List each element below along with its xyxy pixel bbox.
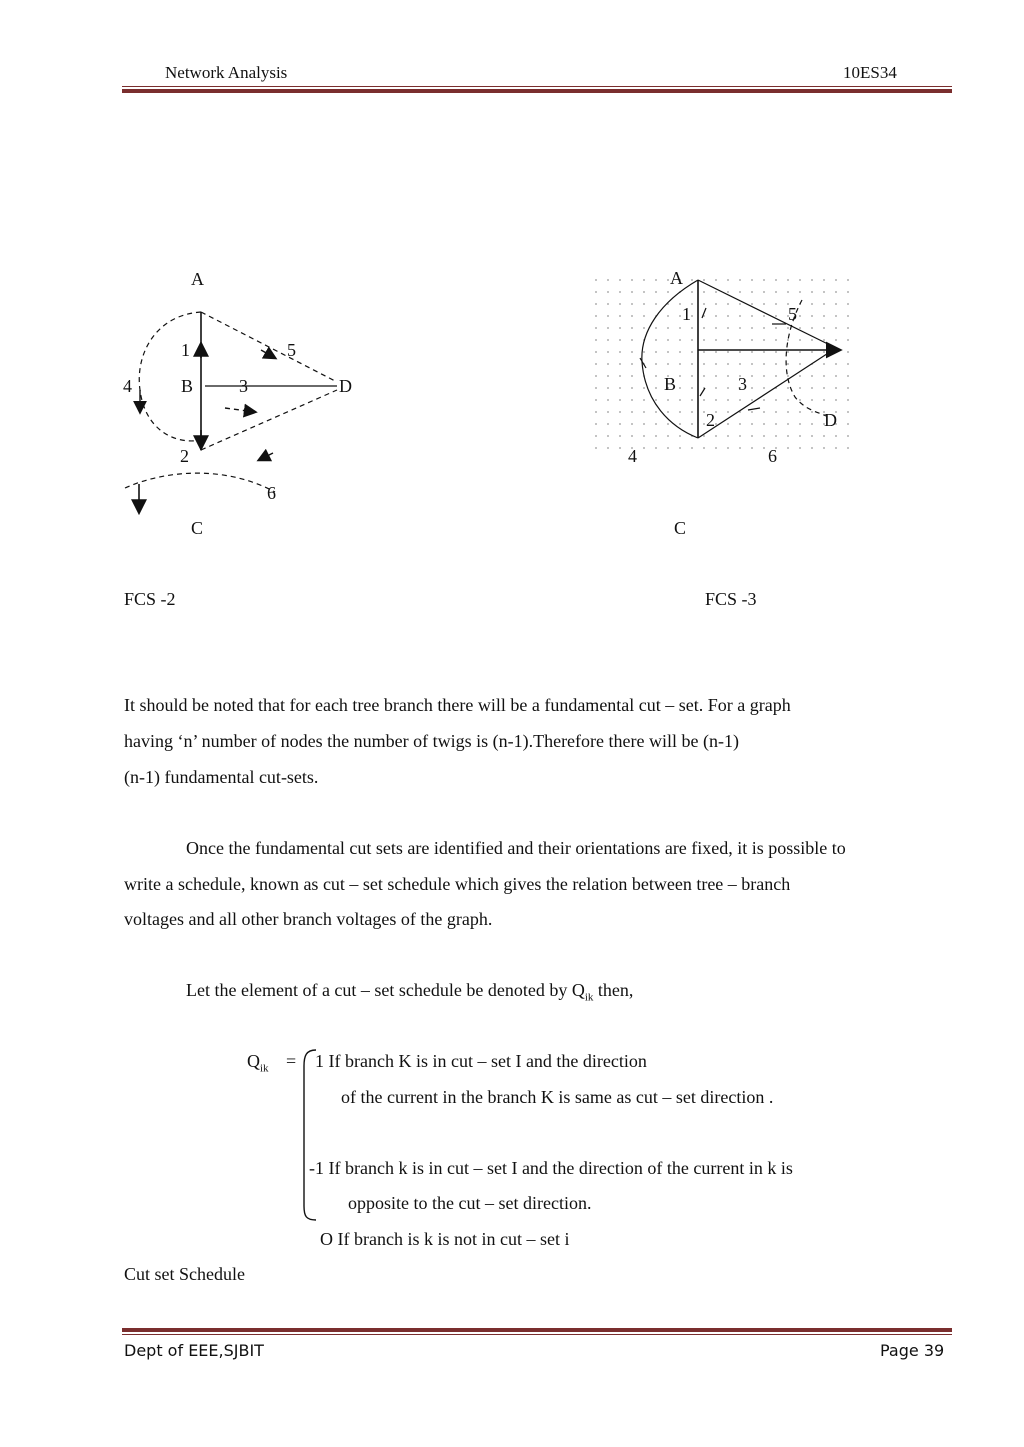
arrow-branch-5 [261, 350, 275, 358]
paragraph-2-line-3: voltages and all other branch voltages of the graph. [124, 909, 493, 929]
arrow-branch-6 [259, 453, 273, 460]
header-rule-thick [122, 89, 952, 93]
branch-2-label: 2 [180, 446, 189, 466]
definition-equals: = [286, 1051, 297, 1071]
section-label: Cut set Schedule [124, 1264, 245, 1284]
header-code: 10ES34 [843, 63, 897, 82]
footer-rule-thin [122, 1334, 952, 1335]
branch-1-label: 1 [682, 304, 691, 324]
paragraph-3 [186, 972, 633, 1016]
paragraph-1-line-2: having ‘n’ number of nodes the number of twigs is (n-1).Therefore there will be (n-1) [124, 731, 739, 751]
definition-lhs-subscript: ik [260, 1062, 269, 1075]
paragraph-1-line-3: (n-1) fundamental cut-sets. [124, 767, 319, 787]
definition-case-2-line-1: -1 If branch k is in cut – set I and the direction of the current in k is [309, 1158, 793, 1178]
cutset-curve-lower [125, 473, 275, 492]
branch-4-label: 4 [628, 446, 637, 466]
header-rule-thin [122, 86, 952, 87]
fcs2-graph-figure [115, 260, 375, 550]
header-title: Network Analysis [165, 63, 288, 82]
branch-6-label: 6 [267, 483, 276, 503]
node-d-label: D [339, 376, 352, 396]
branch-1-label: 1 [181, 340, 190, 360]
branch-4-label: 4 [123, 376, 132, 396]
branch-6-label: 6 [768, 446, 777, 466]
branch-5-label: 5 [287, 340, 296, 360]
paragraph-3-subscript: ik [584, 991, 594, 1004]
node-b-label: B [664, 374, 677, 394]
branch-6-line [201, 390, 337, 450]
node-c-label: C [191, 518, 204, 538]
footer-department: Dept of EEE,SJBIT [124, 1341, 264, 1360]
node-d-label: D [824, 410, 837, 430]
fcs3-caption: FCS -3 [705, 589, 757, 609]
paragraph-2-line-1: Once the fundamental cut sets are identified and their orientations are fixed, it is possible to [186, 838, 846, 858]
paragraph-3-tail: then, [593, 980, 634, 1000]
branch-5-line [201, 312, 337, 382]
branch-5-label: 5 [788, 304, 797, 324]
paragraph-3-text: Let the element of a cut – set schedule be denoted by Q [186, 980, 585, 1000]
definition-lhs [247, 1043, 269, 1087]
node-a-label: A [670, 268, 683, 288]
fcs3-graph-figure [590, 262, 860, 542]
definition-case-1-line-2: of the current in the branch K is same as cut – set direction . [341, 1087, 774, 1107]
node-b-label: B [181, 376, 194, 396]
footer-page-number: Page 39 [880, 1341, 945, 1360]
branch-2-label: 2 [706, 410, 715, 430]
branch-3-label: 3 [239, 376, 248, 396]
paragraph-2-line-2: write a schedule, known as cut – set schedule which gives the relation between tree – branch [124, 874, 791, 894]
arrow-cutset [225, 408, 255, 412]
definition-case-3: O If branch is k is not in cut – set i [320, 1229, 570, 1249]
branch-3-label: 3 [738, 374, 747, 394]
node-c-label: C [674, 518, 687, 538]
fcs2-caption: FCS -2 [124, 589, 176, 609]
dot-grid [590, 270, 854, 452]
footer-rule-thick [122, 1328, 952, 1332]
definition-case-1-line-1: 1 If branch K is in cut – set I and the direction [315, 1051, 647, 1071]
definition-lhs-symbol: Q [247, 1051, 260, 1071]
paragraph-1-line-1: It should be noted that for each tree branch there will be a fundamental cut – set. For a graph [124, 695, 791, 715]
node-a-label: A [191, 269, 204, 289]
definition-case-2-line-2: opposite to the cut – set direction. [348, 1193, 592, 1213]
